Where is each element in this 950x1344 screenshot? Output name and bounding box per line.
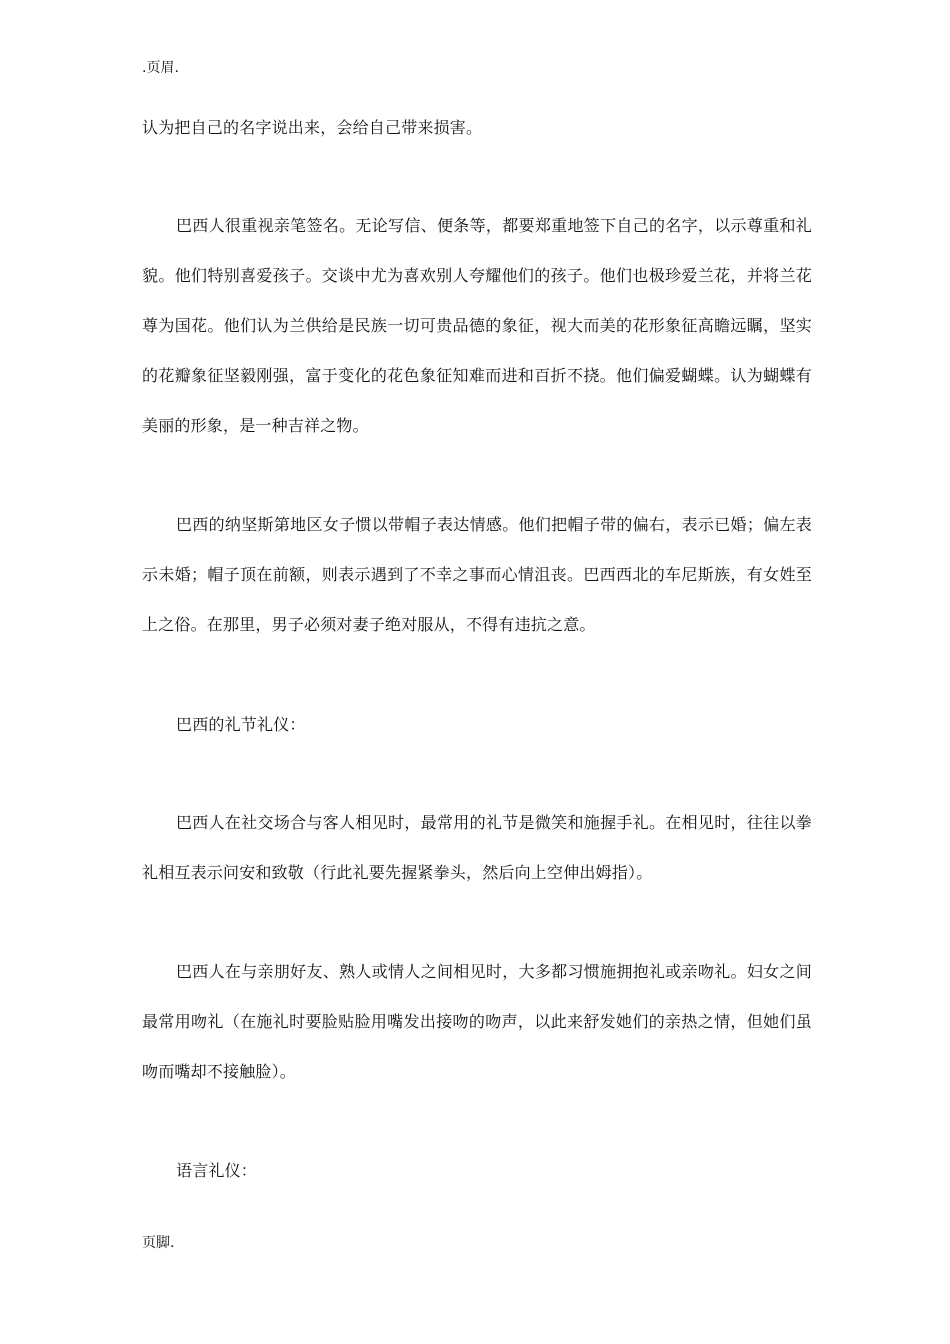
paragraph: 巴西人很重视亲笔签名。无论写信、便条等，都要郑重地签下自己的名字，以示尊重和礼貌。他们特别喜爱孩子。交谈中尤为喜欢别人夸耀他们的孩子。他们也极珍爱兰花，并将兰花尊为国花。他们认为兰供给是民族一切可贵品德的象征，视大而美的花形象征高瞻远瞩，坚实的花瓣象征坚毅刚强，富于变化的花色象征知难而进和百折不挠。他们偏爱蝴蝶。认为蝴蝶有美丽的形象，是一种吉祥之物。: [142, 216, 812, 435]
paragraph-signature-customs: [142, 201, 812, 451]
paragraph-hat-customs: [142, 500, 812, 650]
section-heading-etiquette: [142, 700, 812, 750]
page-footer: 页脚.: [142, 1235, 175, 1251]
page-header: .页眉.: [142, 60, 179, 76]
paragraph: 巴西人在与亲朋好友、熟人或情人之间相见时，大多都习惯施拥抱礼或亲吻礼。妇女之间最常用吻礼（在施礼时要脸贴脸用嘴发出接吻的吻声，以此来舒发她们的亲热之情，但她们虽吻而嘴却不接触脸）。: [142, 962, 812, 1081]
paragraph: 巴西的纳坚斯第地区女子惯以带帽子表达情感。他们把帽子带的偏右，表示已婚；偏左表示未婚；帽子顶在前额，则表示遇到了不幸之事而心情沮丧。巴西西北的车尼斯族，有女姓至上之俗。在那里，男子必须对妻子绝对服从，不得有违抗之意。: [142, 515, 812, 634]
paragraph-embrace-etiquette: [142, 947, 812, 1097]
section-heading: 巴西的礼节礼仪：: [176, 715, 306, 734]
section-heading: 语言礼仪：: [176, 1161, 258, 1180]
paragraph: 认为把自己的名字说出来，会给自己带来损害。: [142, 118, 483, 137]
paragraph-greeting-etiquette: [142, 798, 812, 898]
paragraph: 巴西人在社交场合与客人相见时，最常用的礼节是微笑和施握手礼。在相见时，往往以拳礼相互表示问安和致敬（行此礼要先握紧拳头，然后向上空伸出姆指）。: [142, 813, 812, 882]
section-heading-language: [142, 1146, 812, 1196]
paragraph-continuation: [142, 103, 812, 153]
